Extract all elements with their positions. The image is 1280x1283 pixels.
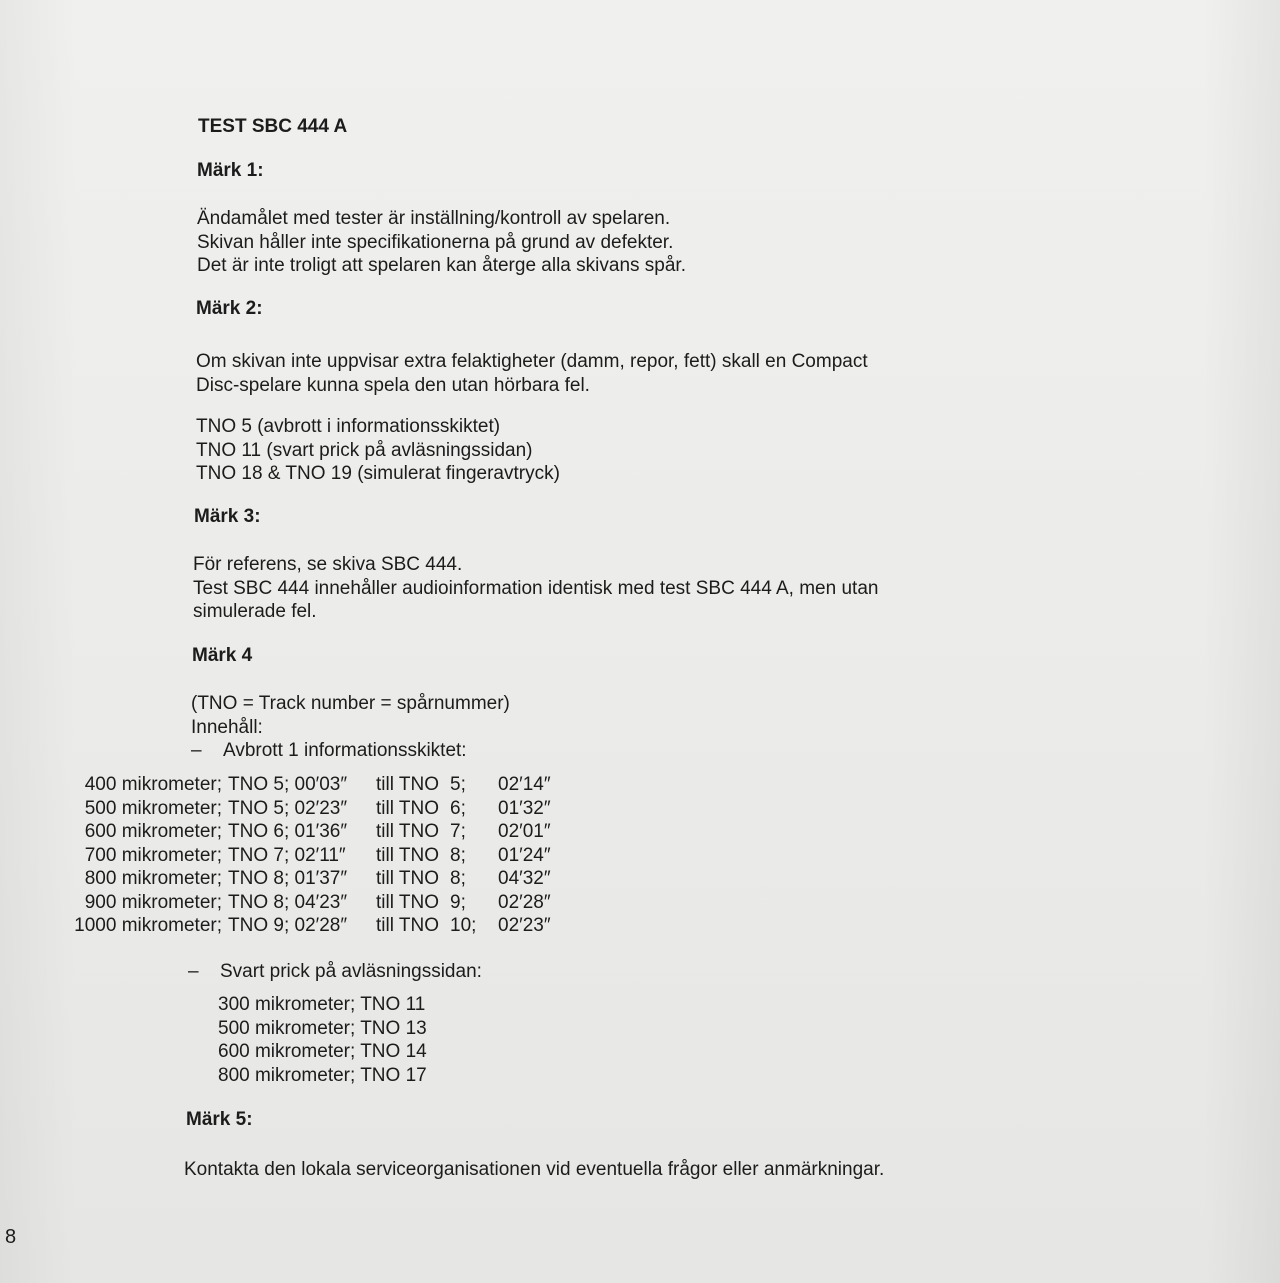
mark3-line: Test SBC 444 innehåller audioinformation identisk med test SBC 444 A, men utan [193,577,879,599]
from-cell: TNO 8; 04′23″ [228,891,348,913]
tno-line: TNO 5 (avbrott i informationsskiktet) [196,416,501,437]
size-cell: 500 mikrometer; [84,797,222,819]
mark1-line: Skivan håller inte specifikationerna på grund av defekter. [197,231,674,253]
black-dot-item [188,960,1280,984]
mark1-heading: Märk 1: [197,160,264,181]
table-row [52,844,551,868]
mark3-line: simulerade fel. [193,601,317,622]
tno-line: TNO 11 (svart prick på avläsningssidan) [196,439,533,461]
table-row [52,891,551,915]
till-cell: till TNO [376,868,439,889]
mark3-paragraph [193,553,878,624]
interruption-label: Avbrott 1 informationsskiktet: [223,740,467,761]
to-time-cell: 01′32″ [498,797,551,819]
contents-label: Innehåll: [191,716,263,738]
interruption-table [52,773,551,938]
list-item: 600 mikrometer; TNO 14 [218,1041,427,1062]
size-cell: 700 mikrometer; [84,844,222,866]
table-row [52,867,551,891]
tno-line: TNO 18 & TNO 19 (simulerat fingeravtryck) [196,463,560,484]
from-cell: TNO 5; 02′23″ [228,797,348,819]
from-cell: TNO 7; 02′11″ [228,844,346,866]
page-number: 8 [5,1226,17,1248]
mark2-line: Om skivan inte uppvisar extra felaktigheter (damm, repor, fett) skall en Compact [196,351,868,372]
till-cell: till TNO [376,844,439,866]
to-track-cell: 9; [450,891,466,913]
to-track-cell: 8; [450,868,466,889]
to-time-cell: 01′24″ [498,844,551,866]
from-cell: TNO 9; 02′28″ [228,915,348,936]
till-cell: till TNO [376,797,439,819]
mark3-heading: Märk 3: [194,506,261,527]
to-time-cell: 02′01″ [498,821,551,842]
size-cell: 800 mikrometer; [84,868,222,889]
tno-definition: (TNO = Track number = spårnummer) [191,693,510,714]
mark1-line: Ändamålet med tester är inställning/kontroll av spelaren. [197,208,671,229]
size-cell: 600 mikrometer; [84,821,222,842]
page-title: TEST SBC 444 A [198,116,348,137]
mark5-text: Kontakta den lokala serviceorganisationen vid eventuella frågor eller anmärkningar. [184,1159,885,1180]
list-item: 800 mikrometer; TNO 17 [218,1064,427,1086]
from-cell: TNO 8; 01′37″ [228,868,348,889]
table-row [52,773,551,797]
mark1-paragraph [197,207,686,278]
table-row [52,914,551,938]
from-cell: TNO 6; 01′36″ [228,821,348,842]
to-track-cell: 8; [450,844,466,866]
till-cell: till TNO [376,891,439,913]
black-dot-label: Svart prick på avläsningssidan: [220,961,482,982]
mark2-heading: Märk 2: [196,298,263,319]
till-cell: till TNO [376,774,439,795]
to-time-cell: 02′28″ [498,891,551,913]
dash-bullet: – [191,740,202,761]
interruption-item [191,739,510,763]
size-cell: 400 mikrometer; [84,774,222,795]
table-row [52,820,551,844]
size-cell: 900 mikrometer; [84,891,222,913]
mark4-heading: Märk 4 [192,645,253,666]
to-time-cell: 02′23″ [498,915,551,936]
black-dot-list [218,993,427,1087]
mark5-heading: Märk 5: [186,1109,253,1130]
to-time-cell: 02′14″ [498,774,551,795]
to-time-cell: 04′32″ [498,868,551,889]
from-cell: TNO 5; 00′03″ [228,774,348,795]
list-item: 500 mikrometer; TNO 13 [218,1017,427,1039]
mark1-line: Det är inte troligt att spelaren kan återge alla skivans spår. [197,255,686,276]
to-track-cell: 5; [450,774,466,795]
size-cell: 1000 mikrometer; [74,915,222,936]
dash-bullet: – [188,961,199,982]
mark3-line: För referens, se skiva SBC 444. [193,554,463,575]
till-cell: till TNO [376,915,439,936]
mark4-intro [191,692,510,763]
mark2-tno-list [196,415,560,486]
mark2-line: Disc-spelare kunna spela den utan hörbara fel. [196,374,590,396]
table-row [52,797,551,821]
to-track-cell: 10; [450,915,477,936]
till-cell: till TNO [376,821,439,842]
list-item: 300 mikrometer; TNO 11 [218,994,426,1015]
mark2-paragraph [196,350,868,397]
to-track-cell: 7; [450,821,466,842]
to-track-cell: 6; [450,797,466,819]
